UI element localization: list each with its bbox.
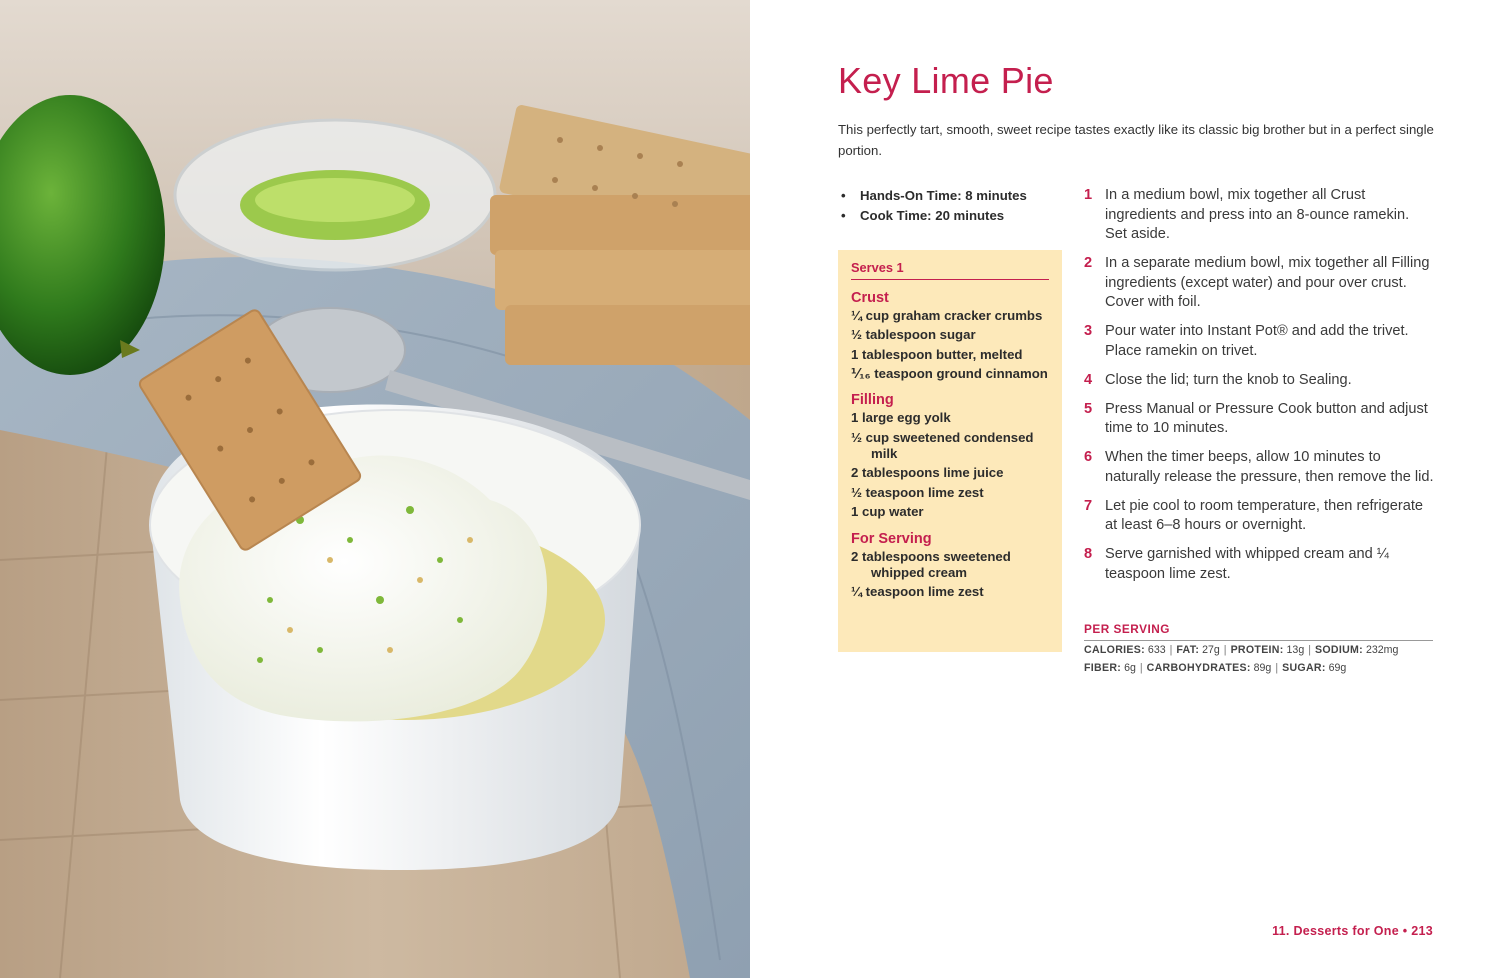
protein-label: PROTEIN:: [1230, 644, 1284, 656]
step-number: 5: [1084, 400, 1093, 417]
ingredient-item: ⅟₁₆ teaspoon ground cinnamon: [851, 365, 1048, 381]
step-6: [1084, 448, 1434, 487]
ingredient-item: 1 cup water: [851, 504, 924, 520]
fat-value: 27g: [1202, 644, 1220, 656]
ingredient-item: ½ teaspoon lime zest: [851, 484, 984, 500]
ingredient-item: ¼ teaspoon lime zest: [851, 584, 984, 600]
step-4: [1084, 371, 1434, 391]
sodium-label: SODIUM:: [1314, 644, 1363, 656]
step-number: 7: [1084, 497, 1093, 514]
cook-time: • Cook Time: 20 minutes: [838, 206, 1027, 226]
ingredient-item: 1 large egg yolk: [851, 410, 951, 426]
carbohydrates-label: CARBOHYDRATES:: [1146, 662, 1251, 674]
step-7: [1084, 497, 1434, 536]
ingredient-item: 2 tablespoons sweetened whipped cream: [851, 548, 1011, 581]
calories-value: 633: [1147, 644, 1166, 656]
time-list: [838, 186, 1027, 225]
crust-ingredients: [851, 308, 1050, 382]
ingredient-item: ½ tablespoon sugar: [851, 327, 976, 343]
step-number: 2: [1084, 255, 1093, 271]
hands-on-time: • Hands-On Time: 8 minutes: [838, 186, 1027, 206]
calories-label: CALORIES:: [1084, 644, 1145, 656]
step-text: Let pie cool to room temperature, then refrigerate at least 6–8 hours or overnight.: [1105, 497, 1423, 533]
recipe-intro: This perfectly tart, smooth, sweet recipe tastes exactly like its classic big brother but in a perfect single portion.: [838, 122, 1434, 158]
step-5: [1084, 400, 1434, 439]
sodium-value: 232mg: [1365, 644, 1399, 656]
carbohydrates-value: 89g: [1253, 662, 1272, 674]
nutrition-heading: PER SERVING: [1084, 622, 1433, 641]
step-8: [1084, 545, 1434, 584]
chapter-title: 11. Desserts for One: [1272, 924, 1399, 938]
filling-ingredients: [851, 410, 1050, 520]
serving-heading: For Serving: [851, 530, 932, 547]
fiber-label: FIBER:: [1084, 662, 1122, 674]
step-text: Close the lid; turn the knob to Sealing.: [1105, 371, 1352, 388]
step-text: Serve garnished with whipped cream and ¼ teaspoon lime zest.: [1105, 546, 1389, 582]
fat-label: FAT:: [1176, 644, 1200, 656]
filling-heading: Filling: [851, 392, 894, 409]
step-number: 3: [1084, 323, 1093, 339]
ingredient-item: 2 tablespoons lime juice: [851, 465, 1004, 481]
sugar-label: SUGAR:: [1282, 662, 1326, 674]
step-number: 4: [1084, 371, 1093, 388]
page-number: 213: [1411, 924, 1433, 938]
ingredient-item: 1 tablespoon butter, melted: [851, 346, 1023, 362]
step-2: [1084, 254, 1434, 313]
ingredient-item: ½ cup sweetened condensed milk: [851, 429, 1034, 462]
crust-heading: Crust: [851, 290, 889, 306]
ingredient-item: ¼ cup graham cracker crumbs: [851, 308, 1043, 323]
recipe-title: Key Lime Pie: [838, 60, 1054, 101]
step-number: 8: [1084, 546, 1093, 562]
ingredients-box: [838, 250, 1062, 652]
step-number: 6: [1084, 449, 1093, 465]
sugar-value: 69g: [1328, 662, 1347, 674]
step-text: Pour water into Instant Pot® and add the trivet. Place ramekin on trivet.: [1105, 323, 1409, 359]
step-text: Press Manual or Pressure Cook button and adjust time to 10 minutes.: [1105, 400, 1428, 436]
serves-label: Serves 1: [851, 260, 1049, 280]
nutrition-row-2: FIBER: 6g | CARBOHYDRATES: 89g | SUGAR: 69g: [1084, 662, 1347, 674]
step-text: In a medium bowl, mix together all Crust ingredients and press into an 8-ounce ramekin. Set aside.: [1105, 187, 1410, 242]
protein-value: 13g: [1286, 644, 1305, 656]
step-1: [1084, 186, 1434, 245]
page-footer: [1272, 924, 1433, 938]
step-number: 1: [1084, 187, 1093, 203]
step-3: [1084, 322, 1434, 361]
fiber-value: 6g: [1124, 662, 1136, 674]
serving-ingredients: [851, 549, 1050, 601]
step-text: When the timer beeps, allow 10 minutes to naturally release the pressure, then remove the lid.: [1105, 449, 1434, 485]
instruction-steps: [1084, 186, 1434, 594]
step-text: In a separate medium bowl, mix together all Filling ingredients (except water) and pour over crust. Cover with foil.: [1105, 255, 1430, 310]
nutrition-row-1: CALORIES: 633 | FAT: 27g | PROTEIN: 13g | SODIUM: 232mg: [1084, 644, 1399, 656]
footer-bullet: •: [1402, 924, 1408, 938]
nutrition-panel: [1084, 622, 1433, 677]
